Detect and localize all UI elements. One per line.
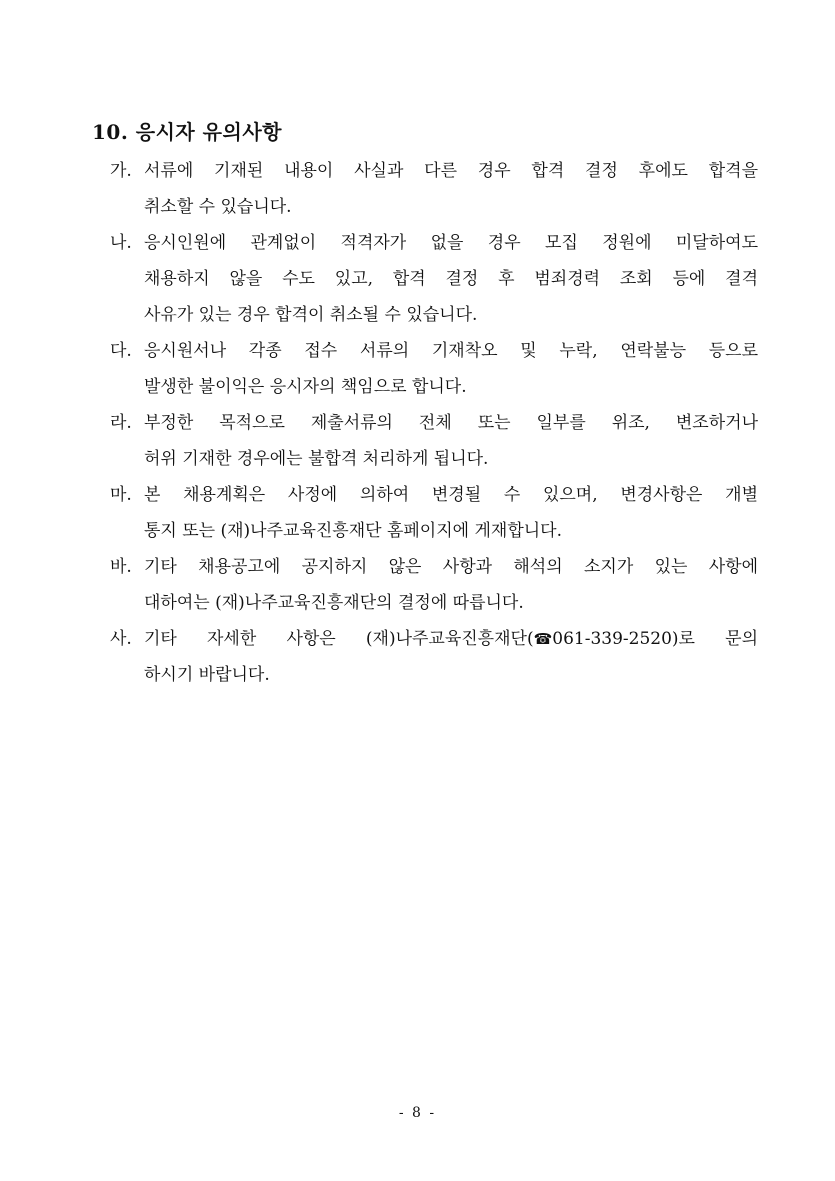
item-text xyxy=(144,621,758,693)
item-line: 취소할 수 있습니다. xyxy=(144,197,292,217)
telephone-icon: ☎ xyxy=(533,630,553,648)
item-text xyxy=(144,333,758,405)
notice-list xyxy=(110,153,758,693)
item-text xyxy=(144,153,758,225)
item-line: 대하여는 (재)나주교육진흥재단의 결정에 따릅니다. xyxy=(144,593,524,613)
item-line: 하시기 바랍니다. xyxy=(144,665,270,685)
item-line: 응시인원에 관계없이 적격자가 없을 경우 모집 정원에 미달하여도 xyxy=(144,233,758,253)
item-line xyxy=(144,621,758,657)
item-marker: 라. xyxy=(110,413,132,433)
item-line: 통지 또는 (재)나주교육진흥재단 홈페이지에 게재합니다. xyxy=(144,521,562,541)
contact-text-before: 기타 자세한 사항은 (재)나주교육진흥재단( xyxy=(144,629,534,649)
item-text xyxy=(144,405,758,477)
item-marker: 사. xyxy=(110,629,132,649)
list-item xyxy=(110,549,758,621)
item-marker: 바. xyxy=(110,557,132,577)
item-line: 채용하지 않을 수도 있고, 합격 결정 후 범죄경력 조회 등에 결격 xyxy=(144,269,758,289)
contact-text-after: 061-339-2520)로 문의 xyxy=(552,629,758,649)
item-text xyxy=(144,225,758,333)
item-text xyxy=(144,477,758,549)
item-line: 발생한 불이익은 응시자의 책임으로 합니다. xyxy=(144,377,467,397)
item-marker: 나. xyxy=(110,233,132,253)
list-item xyxy=(110,153,758,225)
item-line: 사유가 있는 경우 합격이 취소될 수 있습니다. xyxy=(144,305,478,325)
item-line: 부정한 목적으로 제출서류의 전체 또는 일부를 위조, 변조하거나 xyxy=(144,413,758,433)
list-item xyxy=(110,405,758,477)
item-line: 응시원서나 각종 접수 서류의 기재착오 및 누락, 연락불능 등으로 xyxy=(144,341,758,361)
list-item xyxy=(110,225,758,333)
item-text xyxy=(144,549,758,621)
page-number: - 8 - xyxy=(398,1105,437,1121)
list-item xyxy=(110,621,758,693)
list-item xyxy=(110,333,758,405)
item-line: 허위 기재한 경우에는 불합격 처리하게 됩니다. xyxy=(144,449,489,469)
item-line: 본 채용계획은 사정에 의하여 변경될 수 있으며, 변경사항은 개별 xyxy=(144,485,758,505)
section-title: 10. 응시자 유의사항 xyxy=(92,120,282,144)
item-marker: 가. xyxy=(110,161,132,181)
item-marker: 다. xyxy=(110,341,132,361)
item-line: 기타 채용공고에 공지하지 않은 사항과 해석의 소지가 있는 사항에 xyxy=(144,557,758,577)
list-item xyxy=(110,477,758,549)
item-marker: 마. xyxy=(110,485,132,505)
item-line: 서류에 기재된 내용이 사실과 다른 경우 합격 결정 후에도 합격을 xyxy=(144,161,758,181)
